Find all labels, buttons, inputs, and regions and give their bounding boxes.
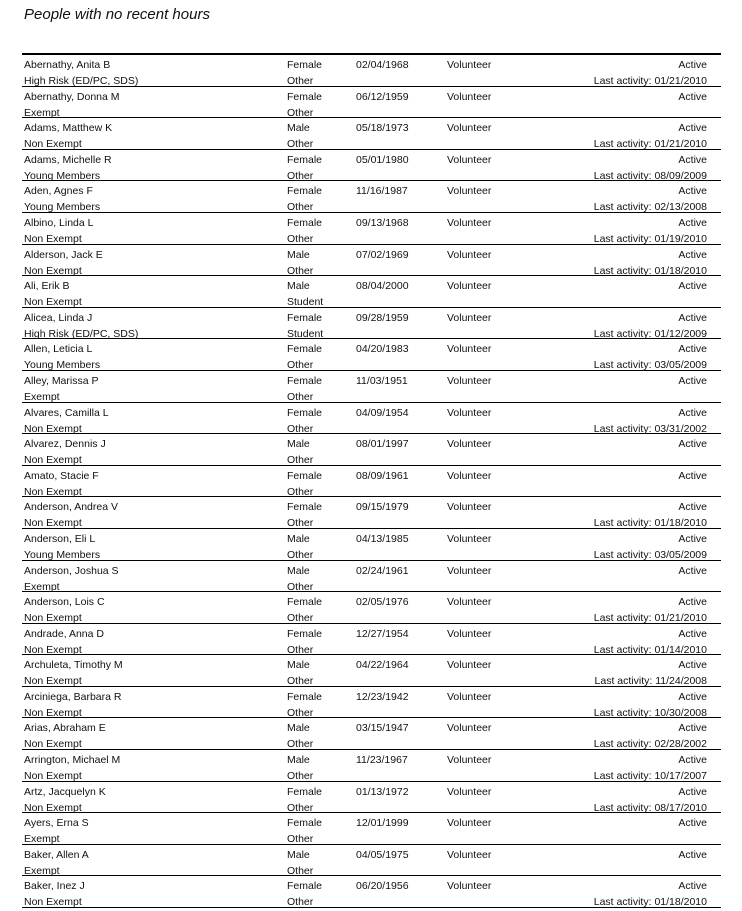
member-type: Other xyxy=(287,770,314,783)
group: Non Exempt xyxy=(24,485,82,498)
group: Non Exempt xyxy=(24,643,82,656)
group: Non Exempt xyxy=(24,801,82,814)
status: Active xyxy=(678,532,707,545)
gender: Female xyxy=(287,880,323,893)
gender: Female xyxy=(287,216,323,229)
role: Volunteer xyxy=(447,311,492,324)
gender: Male xyxy=(287,564,310,577)
birth-date: 08/01/1997 xyxy=(356,438,409,451)
member-type: Other xyxy=(287,833,314,846)
record-row xyxy=(22,55,721,87)
role: Volunteer xyxy=(447,343,492,356)
status: Active xyxy=(678,722,707,735)
person-name: Anderson, Andrea V xyxy=(24,501,118,514)
group: Non Exempt xyxy=(24,422,82,435)
birth-date: 02/05/1976 xyxy=(356,596,409,609)
last-activity: Last activity: 08/17/2010 xyxy=(593,801,707,814)
last-activity: Last activity: 01/18/2010 xyxy=(593,517,707,530)
role: Volunteer xyxy=(447,469,492,482)
birth-date: 12/27/1954 xyxy=(356,627,409,640)
group: Non Exempt xyxy=(24,612,82,625)
record-row xyxy=(22,308,721,340)
record-row xyxy=(22,624,721,656)
record-row xyxy=(22,213,721,245)
role: Volunteer xyxy=(447,817,492,830)
gender: Female xyxy=(287,59,323,71)
role: Volunteer xyxy=(447,880,492,893)
group: Young Members xyxy=(24,201,101,214)
role: Volunteer xyxy=(447,90,492,103)
record-row xyxy=(22,529,721,561)
birth-date: 05/18/1973 xyxy=(356,122,409,135)
member-type: Other xyxy=(287,738,314,751)
status: Active xyxy=(678,501,707,514)
member-type: Other xyxy=(287,201,314,214)
member-type: Other xyxy=(287,169,314,182)
gender: Female xyxy=(287,596,323,609)
birth-date: 04/20/1983 xyxy=(356,343,409,356)
record-row xyxy=(22,87,721,119)
group: Non Exempt xyxy=(24,675,82,688)
member-type: Other xyxy=(287,138,314,151)
status: Active xyxy=(678,248,707,261)
member-type: Other xyxy=(287,643,314,656)
birth-date: 12/23/1942 xyxy=(356,690,409,703)
group: High Risk (ED/PC, SDS) xyxy=(24,327,139,340)
member-type: Other xyxy=(287,675,314,688)
record-row xyxy=(22,845,721,877)
person-name: Alicea, Linda J xyxy=(24,311,93,324)
person-name: Abernathy, Anita B xyxy=(24,59,111,71)
member-type: Other xyxy=(287,75,314,87)
person-name: Adams, Matthew K xyxy=(24,122,113,135)
gender: Male xyxy=(287,122,310,135)
gender: Female xyxy=(287,343,323,356)
last-activity: Last activity: 02/13/2008 xyxy=(593,201,707,214)
gender: Female xyxy=(287,185,323,198)
gender: Male xyxy=(287,280,310,293)
person-name: Arias, Abraham E xyxy=(24,722,106,735)
record-row xyxy=(22,466,721,498)
person-name: Abernathy, Donna M xyxy=(24,90,120,103)
record-row xyxy=(22,687,721,719)
person-name: Alvares, Camilla L xyxy=(24,406,109,419)
last-activity: Last activity: 01/21/2010 xyxy=(593,138,707,151)
person-name: Artz, Jacquelyn K xyxy=(24,785,106,798)
person-name: Aden, Agnes F xyxy=(24,185,93,198)
status: Active xyxy=(678,469,707,482)
role: Volunteer xyxy=(447,785,492,798)
birth-date: 09/28/1959 xyxy=(356,311,409,324)
person-name: Alley, Marissa P xyxy=(24,374,99,387)
group: Non Exempt xyxy=(24,138,82,151)
record-row xyxy=(22,403,721,435)
record-row xyxy=(22,245,721,277)
gender: Male xyxy=(287,754,310,767)
status: Active xyxy=(678,690,707,703)
gender: Female xyxy=(287,374,323,387)
record-row xyxy=(22,782,721,814)
person-name: Baker, Allen A xyxy=(24,848,89,861)
last-activity: Last activity: 01/18/2010 xyxy=(593,896,707,909)
member-type: Other xyxy=(287,896,314,909)
birth-date: 04/09/1954 xyxy=(356,406,409,419)
group: Young Members xyxy=(24,548,101,561)
record-row xyxy=(22,592,721,624)
record-row xyxy=(22,339,721,371)
gender: Female xyxy=(287,690,323,703)
member-type: Other xyxy=(287,264,314,277)
last-activity: Last activity: 08/09/2009 xyxy=(593,169,707,182)
person-name: Adams, Michelle R xyxy=(24,153,112,166)
status: Active xyxy=(678,311,707,324)
last-activity: Last activity: 01/12/2009 xyxy=(593,327,707,340)
role: Volunteer xyxy=(447,438,492,451)
role: Volunteer xyxy=(447,216,492,229)
birth-date: 02/24/1961 xyxy=(356,564,409,577)
status: Active xyxy=(678,374,707,387)
member-type: Other xyxy=(287,422,314,435)
member-type: Other xyxy=(287,106,314,119)
record-row xyxy=(22,497,721,529)
record-row xyxy=(22,561,721,593)
status: Active xyxy=(678,564,707,577)
group: Non Exempt xyxy=(24,232,82,245)
member-type: Other xyxy=(287,801,314,814)
last-activity: Last activity: 10/17/2007 xyxy=(593,770,707,783)
member-type: Other xyxy=(287,548,314,561)
gender: Female xyxy=(287,627,323,640)
last-activity: Last activity: 01/21/2010 xyxy=(593,612,707,625)
person-name: Andrade, Anna D xyxy=(24,627,104,640)
last-activity: Last activity: 10/30/2008 xyxy=(593,706,707,719)
status: Active xyxy=(678,596,707,609)
last-activity: Last activity: 03/31/2002 xyxy=(593,422,707,435)
records-list xyxy=(22,53,721,908)
record-row xyxy=(22,118,721,150)
person-name: Alvarez, Dennis J xyxy=(24,438,106,451)
group: Exempt xyxy=(24,864,60,877)
gender: Female xyxy=(287,469,323,482)
gender: Female xyxy=(287,406,323,419)
person-name: Anderson, Lois C xyxy=(24,596,105,609)
role: Volunteer xyxy=(447,722,492,735)
gender: Male xyxy=(287,532,310,545)
member-type: Student xyxy=(287,296,324,309)
last-activity: Last activity: 03/05/2009 xyxy=(593,359,707,372)
status: Active xyxy=(678,59,707,71)
status: Active xyxy=(678,627,707,640)
status: Active xyxy=(678,848,707,861)
person-name: Albino, Linda L xyxy=(24,216,94,229)
status: Active xyxy=(678,90,707,103)
birth-date: 11/23/1967 xyxy=(356,754,408,767)
gender: Male xyxy=(287,848,310,861)
record-row xyxy=(22,276,721,308)
record-row xyxy=(22,150,721,182)
group: Non Exempt xyxy=(24,296,82,309)
role: Volunteer xyxy=(447,374,492,387)
person-name: Anderson, Eli L xyxy=(24,532,96,545)
role: Volunteer xyxy=(447,690,492,703)
birth-date: 06/12/1959 xyxy=(356,90,409,103)
last-activity: Last activity: 01/19/2010 xyxy=(593,232,707,245)
person-name: Archuleta, Timothy M xyxy=(24,659,123,672)
group: Young Members xyxy=(24,169,101,182)
group: Non Exempt xyxy=(24,517,82,530)
record-row xyxy=(22,813,721,845)
member-type: Other xyxy=(287,864,314,877)
role: Volunteer xyxy=(447,848,492,861)
member-type: Other xyxy=(287,706,314,719)
record-row xyxy=(22,750,721,782)
last-activity: Last activity: 02/28/2002 xyxy=(593,738,707,751)
status: Active xyxy=(678,406,707,419)
report-title: People with no recent hours xyxy=(24,6,210,23)
birth-date: 07/02/1969 xyxy=(356,248,409,261)
birth-date: 06/20/1956 xyxy=(356,880,409,893)
group: Non Exempt xyxy=(24,896,82,909)
status: Active xyxy=(678,785,707,798)
gender: Female xyxy=(287,817,323,830)
member-type: Other xyxy=(287,359,314,372)
last-activity: Last activity: 11/24/2008 xyxy=(594,675,707,688)
role: Volunteer xyxy=(447,596,492,609)
gender: Male xyxy=(287,248,310,261)
member-type: Other xyxy=(287,232,314,245)
birth-date: 11/03/1951 xyxy=(356,374,408,387)
role: Volunteer xyxy=(447,59,492,71)
role: Volunteer xyxy=(447,406,492,419)
member-type: Other xyxy=(287,517,314,530)
role: Volunteer xyxy=(447,122,492,135)
group: High Risk (ED/PC, SDS) xyxy=(24,75,139,87)
status: Active xyxy=(678,185,707,198)
status: Active xyxy=(678,438,707,451)
role: Volunteer xyxy=(447,659,492,672)
birth-date: 09/13/1968 xyxy=(356,216,409,229)
status: Active xyxy=(678,754,707,767)
role: Volunteer xyxy=(447,564,492,577)
person-name: Allen, Leticia L xyxy=(24,343,93,356)
birth-date: 11/16/1987 xyxy=(356,185,408,198)
record-row xyxy=(22,434,721,466)
member-type: Other xyxy=(287,454,314,467)
status: Active xyxy=(678,216,707,229)
status: Active xyxy=(678,280,707,293)
role: Volunteer xyxy=(447,754,492,767)
person-name: Amato, Stacie F xyxy=(24,469,99,482)
member-type: Student xyxy=(287,327,324,340)
role: Volunteer xyxy=(447,501,492,514)
birth-date: 02/04/1968 xyxy=(356,59,409,71)
birth-date: 08/09/1961 xyxy=(356,469,409,482)
role: Volunteer xyxy=(447,532,492,545)
birth-date: 05/01/1980 xyxy=(356,153,409,166)
record-row xyxy=(22,876,721,908)
gender: Male xyxy=(287,438,310,451)
role: Volunteer xyxy=(447,627,492,640)
record-row xyxy=(22,371,721,403)
group: Non Exempt xyxy=(24,264,82,277)
gender: Female xyxy=(287,785,323,798)
role: Volunteer xyxy=(447,248,492,261)
group: Non Exempt xyxy=(24,454,82,467)
person-name: Arciniega, Barbara R xyxy=(24,690,122,703)
birth-date: 01/13/1972 xyxy=(356,785,409,798)
role: Volunteer xyxy=(447,185,492,198)
status: Active xyxy=(678,122,707,135)
record-row xyxy=(22,181,721,213)
member-type: Other xyxy=(287,485,314,498)
status: Active xyxy=(678,659,707,672)
person-name: Alderson, Jack E xyxy=(24,248,103,261)
group: Exempt xyxy=(24,580,60,593)
last-activity: Last activity: 03/05/2009 xyxy=(593,548,707,561)
gender: Male xyxy=(287,722,310,735)
person-name: Arrington, Michael M xyxy=(24,754,121,767)
gender: Female xyxy=(287,311,323,324)
birth-date: 03/15/1947 xyxy=(356,722,409,735)
birth-date: 09/15/1979 xyxy=(356,501,409,514)
status: Active xyxy=(678,153,707,166)
gender: Female xyxy=(287,501,323,514)
status: Active xyxy=(678,817,707,830)
birth-date: 12/01/1999 xyxy=(356,817,409,830)
person-name: Anderson, Joshua S xyxy=(24,564,119,577)
member-type: Other xyxy=(287,580,314,593)
person-name: Ali, Erik B xyxy=(24,280,70,293)
group: Young Members xyxy=(24,359,101,372)
status: Active xyxy=(678,343,707,356)
member-type: Other xyxy=(287,612,314,625)
member-type: Other xyxy=(287,390,314,403)
birth-date: 04/05/1975 xyxy=(356,848,409,861)
last-activity: Last activity: 01/21/2010 xyxy=(593,75,707,87)
last-activity: Last activity: 01/18/2010 xyxy=(593,264,707,277)
group: Exempt xyxy=(24,390,60,403)
status: Active xyxy=(678,880,707,893)
group: Non Exempt xyxy=(24,770,82,783)
role: Volunteer xyxy=(447,280,492,293)
gender: Female xyxy=(287,153,323,166)
last-activity: Last activity: 01/14/2010 xyxy=(593,643,707,656)
record-row xyxy=(22,718,721,750)
record-row xyxy=(22,655,721,687)
birth-date: 04/22/1964 xyxy=(356,659,409,672)
person-name: Ayers, Erna S xyxy=(24,817,89,830)
role: Volunteer xyxy=(447,153,492,166)
birth-date: 04/13/1985 xyxy=(356,532,409,545)
person-name: Baker, Inez J xyxy=(24,880,85,893)
gender: Male xyxy=(287,659,310,672)
birth-date: 08/04/2000 xyxy=(356,280,409,293)
group: Exempt xyxy=(24,833,60,846)
group: Exempt xyxy=(24,106,60,119)
group: Non Exempt xyxy=(24,706,82,719)
group: Non Exempt xyxy=(24,738,82,751)
gender: Female xyxy=(287,90,323,103)
